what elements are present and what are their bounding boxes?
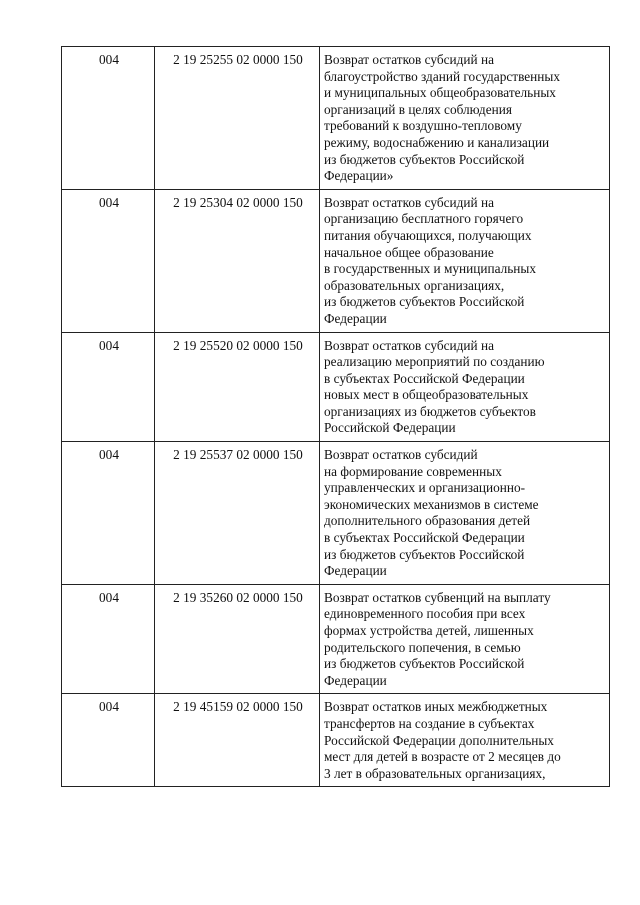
description-cell <box>320 332 610 442</box>
budget-code-cell: 2 19 25537 02 0000 150 <box>155 442 320 585</box>
description-line: Возврат остатков субсидий на <box>324 194 494 210</box>
description-line: из бюджетов субъектов Российской <box>324 656 525 672</box>
description-line: дополнительного образования детей <box>324 513 531 529</box>
description-line: в субъектах Российской Федерации <box>324 370 525 386</box>
budget-code-cell: 2 19 45159 02 0000 150 <box>155 694 320 787</box>
description-line: родительского попечения, в семью <box>324 639 521 655</box>
description-line: Федерации <box>324 563 387 579</box>
description-line: формах устройства детей, лишенных <box>324 623 534 638</box>
admin-code-cell: 004 <box>62 189 155 332</box>
description-line: режиму, водоснабжению и канализации <box>324 134 550 150</box>
table-row <box>62 47 610 190</box>
description-line: Возврат остатков субсидий на <box>324 337 494 353</box>
budget-classification-table <box>61 46 610 787</box>
admin-code-cell: 004 <box>62 47 155 190</box>
admin-code-cell: 004 <box>62 694 155 787</box>
description-line: 3 лет в образовательных организациях, <box>324 765 546 781</box>
description-line: Российской Федерации дополнительных <box>324 732 554 748</box>
budget-code-cell: 2 19 35260 02 0000 150 <box>155 584 320 694</box>
description-line: экономических механизмов в системе <box>324 496 539 512</box>
description-line: единовременного пособия при всех <box>324 606 526 622</box>
description-cell <box>320 47 610 190</box>
description-line: Федерации» <box>324 168 394 184</box>
description-line: управленческих и организационно- <box>324 480 526 496</box>
description-cell <box>320 694 610 787</box>
description-line: Федерации <box>324 672 387 688</box>
table-row <box>62 442 610 585</box>
description-line: мест для детей в возрасте от 2 месяцев до <box>324 749 561 765</box>
description-cell <box>320 442 610 585</box>
admin-code-cell: 004 <box>62 442 155 585</box>
admin-code-cell: 004 <box>62 584 155 694</box>
budget-code-cell: 2 19 25520 02 0000 150 <box>155 332 320 442</box>
description-line: Возврат остатков субвенций на выплату <box>324 589 551 605</box>
description-line: из бюджетов субъектов Российской <box>324 294 525 310</box>
description-cell <box>320 189 610 332</box>
admin-code-cell: 004 <box>62 332 155 442</box>
budget-code-cell: 2 19 25255 02 0000 150 <box>155 47 320 190</box>
description-line: Возврат остатков иных межбюджетных <box>324 699 548 715</box>
table-row <box>62 332 610 442</box>
description-line: организаций в целях соблюдения <box>324 101 512 117</box>
table-body <box>62 47 610 787</box>
description-line: образовательных организациях, <box>324 277 505 293</box>
description-line: организацию бесплатного горячего <box>324 211 524 227</box>
description-line: в субъектах Российской Федерации <box>324 530 525 546</box>
description-line: Федерации <box>324 310 387 326</box>
table-row <box>62 584 610 694</box>
description-line: питания обучающихся, получающих <box>324 227 532 243</box>
description-line: Российской Федерации <box>324 420 456 436</box>
description-line: организациях из бюджетов субъектов <box>324 403 536 419</box>
description-line: из бюджетов субъектов Российской <box>324 546 525 562</box>
description-line: Возврат остатков субсидий на <box>324 52 494 67</box>
description-line: новых мест в общеобразовательных <box>324 387 529 403</box>
table-row <box>62 694 610 787</box>
description-line: Возврат остатков субсидий <box>324 447 478 463</box>
description-line: из бюджетов субъектов Российской <box>324 151 525 167</box>
table-row <box>62 189 610 332</box>
description-line: и муниципальных общеобразовательных <box>324 85 556 101</box>
budget-code-cell: 2 19 25304 02 0000 150 <box>155 189 320 332</box>
description-line: начальное общее образование <box>324 244 494 260</box>
description-line: в государственных и муниципальных <box>324 261 537 277</box>
description-line: реализацию мероприятий по созданию <box>324 354 545 370</box>
description-line: на формирование современных <box>324 463 502 479</box>
description-line: требований к воздушно-тепловому <box>324 118 522 134</box>
description-line: трансфертов на создание в субъектах <box>324 715 535 731</box>
description-cell <box>320 584 610 694</box>
description-line: благоустройство зданий государственных <box>324 68 560 84</box>
